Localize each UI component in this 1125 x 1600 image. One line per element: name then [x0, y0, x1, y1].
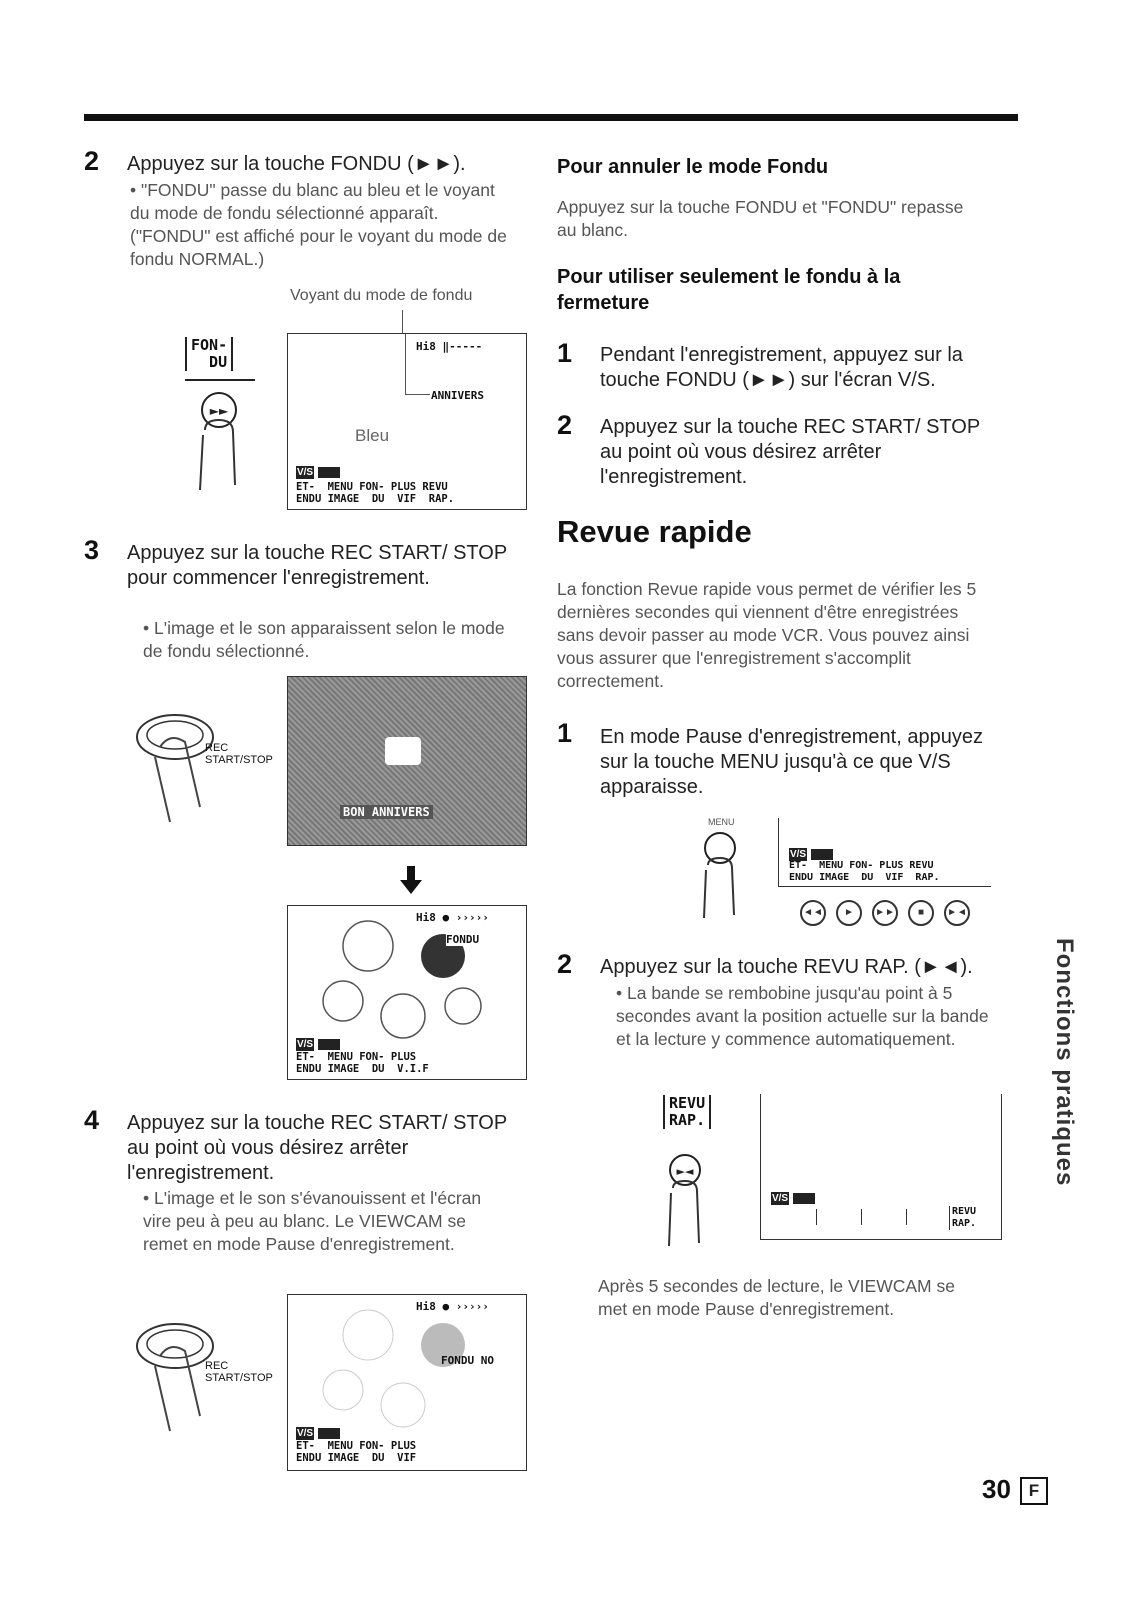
review-divider-2 [861, 1209, 862, 1225]
quick-review-intro: La fonction Revue rapide vous permet de vérifier les 5 dernières secondes qui viennent d'être enregistrées sans devoir passer au mode VCR. Vous pouvez ainsi vous assurer que l'enregistrement s'accomplit correctement. [557, 579, 977, 691]
screen3-fondu-text: FONDU NO [441, 1354, 494, 1367]
fade-close-step-1-number: 1 [557, 338, 573, 368]
page-number: 30 [982, 1474, 1011, 1504]
cancel-fade-text: Appuyez sur la touche FONDU et "FONDU" repasse au blanc. [557, 197, 964, 240]
side-tab-label: Fonctions pratiques [1051, 938, 1078, 1187]
review-after-text: Après 5 secondes de lecture, le VIEWCAM se met en mode Pause d'enregistrement. [598, 1276, 955, 1319]
svg-text:►◄: ►◄ [676, 1165, 694, 1178]
screen3-top-indicator: Hi8 ● ››››› [416, 1300, 489, 1313]
stop-button-icon: ■ [908, 900, 934, 926]
menu-screen-bar: ET- MENU FON- PLUS REVU ENDU IMAGE DU VIF RAP. [789, 860, 940, 883]
step-3-number: 3 [84, 535, 100, 565]
review-screen-label: REVU RAP. [949, 1206, 976, 1230]
review-step-2: Appuyez sur la touche REVU RAP. (►◄). [600, 956, 973, 978]
review-screen-vs: V/S [771, 1190, 815, 1208]
quick-review-heading: Revue rapide [557, 514, 752, 549]
tag-underline [185, 379, 255, 381]
step-2-title: Appuyez sur la touche FONDU (►►). [127, 153, 466, 175]
fade-indicator-caption: Voyant du mode de fondu [290, 287, 473, 304]
fade-mode-screen [287, 333, 527, 510]
screen2-menu-bar: ET- MENU FON- PLUS ENDU IMAGE DU V.I.F [296, 1051, 429, 1075]
review-screen [760, 1094, 1002, 1240]
screen-birthday-text: BON ANNIVERS [340, 805, 433, 819]
arrow-down-icon [400, 866, 422, 894]
screen3-menu-bar: ET- MENU FON- PLUS ENDU IMAGE DU VIF [296, 1440, 417, 1464]
review-divider-3 [906, 1209, 907, 1225]
finger-press-revu-icon [663, 1148, 713, 1248]
step-4-title: Appuyez sur la touche REC START/ STOP au point où vous désirez arrêter l'enregistrement. [127, 1112, 507, 1184]
fade-close-step-1: Pendant l'enregistrement, appuyez sur la touche FONDU (►►) sur l'écran V/S. [600, 344, 963, 391]
rec-start-stop-label-2: REC START/STOP [205, 1360, 273, 1384]
cake-icon [385, 737, 421, 765]
fade-close-heading: Pour utiliser seulement le fondu à la fermeture [557, 266, 901, 314]
screen-menu-bar: ET- MENU FON- PLUS REVU ENDU IMAGE DU VIF RAP. [296, 481, 455, 505]
step-3-bullet: • L'image et le son apparaissent selon le mode de fondu sélectionné. [143, 618, 505, 661]
fade-in-screen [287, 905, 527, 1080]
review-divider-1 [816, 1209, 817, 1225]
side-tab [1048, 938, 1078, 1187]
review-step-2-bullet: • La bande se rembobine jusqu'au point à 5 secondes avant la position actuelle sur la bande et la lecture y commence automatiquement. [616, 983, 989, 1049]
step-4-bullet: • L'image et le son s'évanouissent et l'écran vire peu à peu au blanc. Le VIEWCAM se remet en mode Pause d'enregistrement. [143, 1188, 482, 1254]
step-2-bullet: • "FONDU" passe du blanc au bleu et le voyant du mode de fondu sélectionné apparaît. ("FONDU" est affiché pour le voyant du mode de fondu NORMAL.) [130, 180, 507, 269]
play-button-icon: ► [836, 900, 862, 926]
screen-vs-indicator: V/S [296, 464, 340, 482]
menu-screen-vs: V/S [789, 846, 833, 864]
top-rule [84, 114, 1018, 121]
rewind-button-icon: ◄◄ [800, 900, 826, 926]
finger-press-menu-icon [698, 830, 748, 920]
fade-close-step-2-number: 2 [557, 410, 573, 440]
screen2-top-indicator: Hi8 ● ››››› [416, 911, 489, 924]
language-box: F [1020, 1477, 1048, 1505]
menu-screen [778, 818, 991, 887]
fondu-button-tag: FON- DU [185, 337, 233, 371]
review-step-2-number: 2 [557, 949, 573, 979]
rec-start-stop-label: REC START/STOP [205, 742, 273, 766]
fast-forward-button-icon: ►► [872, 900, 898, 926]
screen-top-indicator: Hi8 ‖----- [416, 340, 483, 353]
revu-rap-button-tag: REVU RAP. [663, 1095, 711, 1129]
step-3-title: Appuyez sur la touche REC START/ STOP pour commencer l'enregistrement. [127, 542, 507, 589]
recording-screen [287, 676, 527, 846]
cancel-fade-heading: Pour annuler le mode Fondu [557, 156, 829, 178]
screen-blue-label: Bleu [355, 426, 390, 445]
screen3-vs-indicator: V/S [296, 1425, 340, 1443]
screen-leader [405, 334, 406, 394]
review-step-1-number: 1 [557, 718, 573, 748]
step-4-number: 4 [84, 1105, 100, 1135]
screen2-vs-indicator: V/S [296, 1036, 340, 1054]
svg-text:►►: ►► [209, 404, 229, 418]
step-2-number: 2 [84, 146, 100, 176]
screen-leader-h [405, 394, 430, 395]
review-button-icon: ►◄ [944, 900, 970, 926]
menu-button-label: MENU [708, 817, 735, 827]
fade-close-step-2: Appuyez sur la touche REC START/ STOP au point où vous désirez arrêter l'enregistrement. [600, 416, 980, 488]
finger-press-fondu-icon [195, 390, 255, 495]
screen-anniversary-text: ANNIVERS [431, 389, 484, 402]
review-step-1: En mode Pause d'enregistrement, appuyez sur la touche MENU jusqu'à ce que V/S apparaisse. [600, 726, 983, 798]
screen2-fondu-text: FONDU [446, 933, 480, 946]
fade-out-screen [287, 1294, 527, 1471]
